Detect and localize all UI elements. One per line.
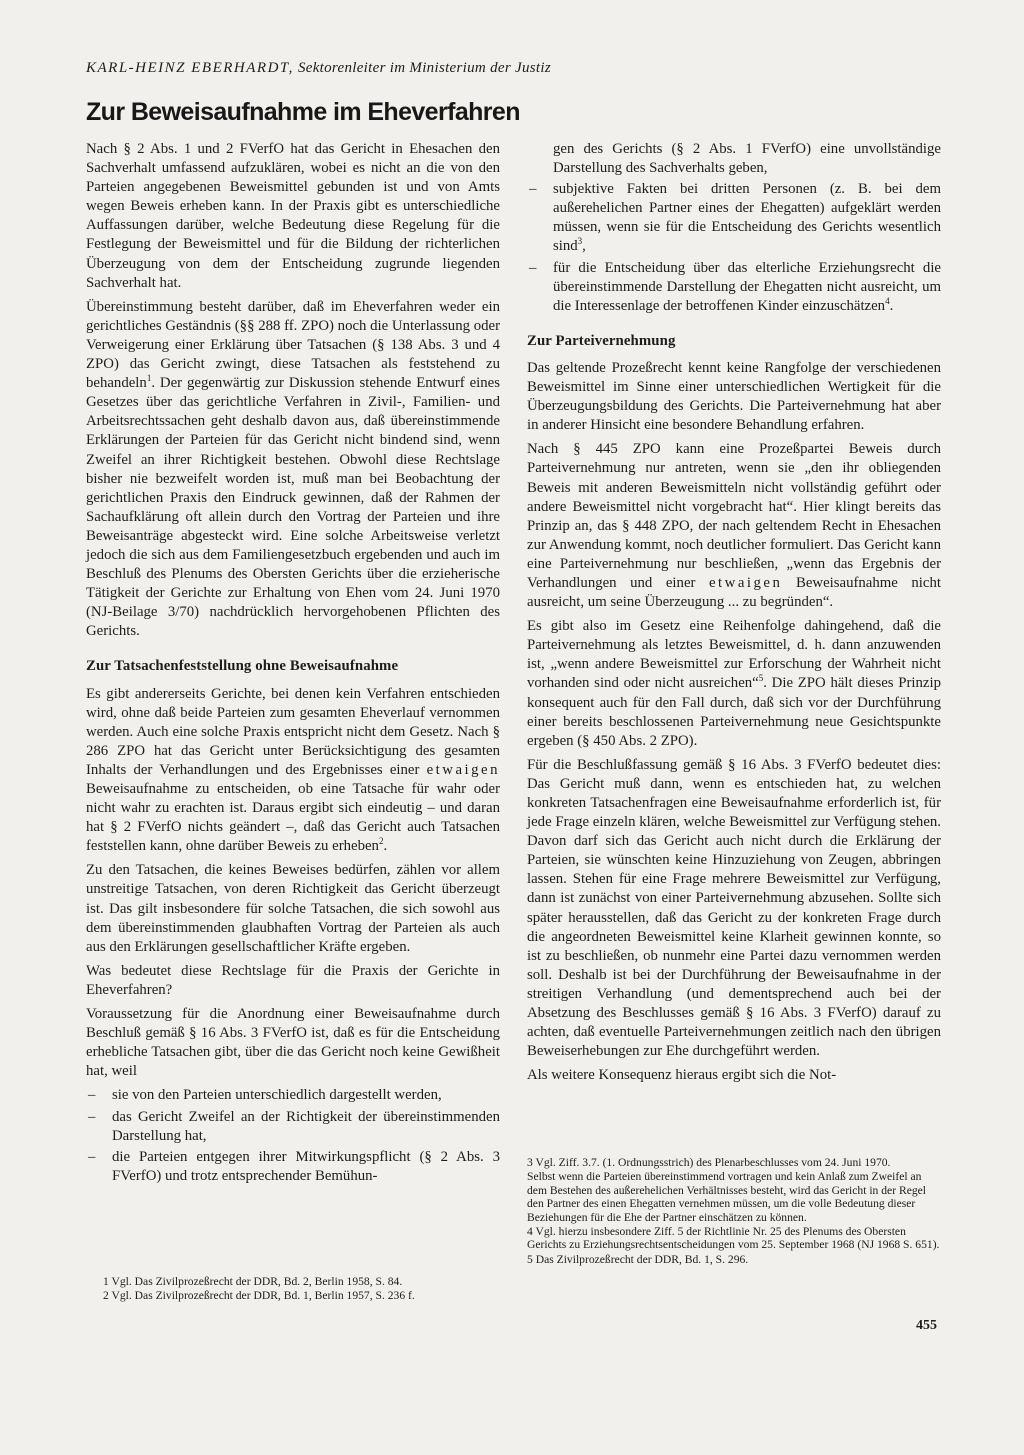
left-column <box>86 140 500 1192</box>
article-headline: Zur Beweisaufnahme im Eheverfahren <box>86 98 520 126</box>
footnote: 3 Vgl. Ziff. 3.7. (1. Ordnungsstrich) des Plenarbeschlusses vom 24. Juni 1970. <box>527 1156 891 1169</box>
paragraph: Was bedeutet diese Rechtslage für die Praxis der Gerichte in Eheverfahren? <box>86 962 500 998</box>
footnote: 5 Das Zivilprozeßrecht der DDR, Bd. 1, S. 296. <box>527 1252 749 1266</box>
list-item: – für die Entscheidung über das elterliche Erziehungsrecht die übereinstimmende Darstellung der Ehegatten nicht ausreicht, um die Interessenlage der betroffenen Kinder einzuschätzen$^4$. <box>529 259 941 314</box>
paragraph: Zu den Tatsachen, die keines Beweises bedürfen, zählen vor allem unstreitige Tatsachen, von deren Richtigkeit das Gericht überzeugt ist. Das gilt insbesondere für solche Tatsachen, die sich sowohl aus dem übereinstimmenden glaubhaften Vortrag der Parteien als auch aus den Erklärungen gesellschaftlicher Kräfte ergeben. <box>86 862 500 955</box>
author-role: Sektorenleiter im Ministerium der Justiz <box>297 60 552 76</box>
paragraph: Nach § 445 ZPO kann eine Prozeßpartei Beweis durch Parteivernehmung nur antreten, wenn sie „den ihr obliegenden Beweis mit anderen Beweismitteln nicht vollständig geführt oder andere Beweismittel nicht vorgebracht hat“. Hier klingt bereits das Prinzip an, das § 448 ZPO, der nach geltendem Recht in Ehesachen zur Anwendung kommt, noch deutlicher formuliert. Das Gericht kann eine Parteivernehmung nur beschließen, „wenn das Ergebnis der Verhandlungen und einer etwaigen Beweisaufnahme nicht ausreicht, um seine Überzeugung ... zu begründen“. <box>527 441 941 611</box>
list-item-continued: gen des Gerichts (§ 2 Abs. 1 FVerfO) eine unvollständige Darstellung des Sachverhalts geben, <box>553 141 941 177</box>
list-item: – sie von den Parteien unterschiedlich dargestellt werden, <box>88 1087 442 1104</box>
byline <box>86 60 946 77</box>
section-heading: Zur Parteivernehmung <box>527 332 676 349</box>
paragraph: Nach § 2 Abs. 1 und 2 FVerfO hat das Gericht in Ehesachen den Sachverhalt umfassend aufzuklären, wobei es nicht an die von den Parteien angegebenen Beweismittel gebunden ist und von Amts wegen Beweis erheben kann. In der Praxis gibt es unterschiedliche Auffassungen darüber, welche Bedeutung diese Regelung für die Festlegung der Beweismittel und für die Bildung der richterlichen Überzeugung von dem der Entscheidung zugrunde liegenden Sachverhalt hat. <box>86 141 500 291</box>
paragraph: Als weitere Konsequenz hieraus ergibt sich die Not- <box>527 1067 837 1084</box>
dash-list <box>527 140 941 316</box>
footnote: 4 Vgl. hierzu insbesondere Ziff. 5 der Richtlinie Nr. 25 des Plenums des Obersten Gerichts zu Erziehungsrechtsentscheidungen vom 25. September 1968 (NJ 1968 S. 651). <box>527 1225 940 1252</box>
section-heading: Zur Tatsachenfeststellung ohne Beweisaufnahme <box>86 658 399 675</box>
footnote-ref: 4 <box>885 295 890 306</box>
paragraph: Übereinstimmung besteht darüber, daß im Eheverfahren weder ein gerichtliches Geständnis (§§ 288 ff. ZPO) noch die Unterlassung oder Verweigerung einer Erklärung über Tatsachen (§ 138 Abs. 3 und 4 ZPO) das Gericht zwingt, diese Tatsachen als feststehend zu behandeln$^1$. Der gegenwärtig zur Diskussion stehende Entwurf eines Gesetzes über das gerichtliche Verfahren in Zivil-, Familien- und Arbeitsrechtssachen geht deshalb davon aus, daß übereinstimmende Erklärungen der Parteien für das Gericht nicht bindend sind, wenn Zweifel an ihrer Richtigkeit bestehen. Obwohl diese Rechtslage bisher nie bezweifelt worden ist, muß man bei Beobachtung der gerichtlichen Praxis den Eindruck gewinnen, daß der Rahmen der Sachaufklärung oft allein durch den Vortrag der Parteien und ihre Beweisanträge abgesteckt wird. Eine solche Arbeitsweise verletzt jedoch die sich aus dem Familiengesetzbuch ergebenden und auch im Beschluß des Plenums des Obersten Gerichts über die erzieherische Tätigkeit der Gerichte zur Erhaltung von Ehen vom 24. Juni 1970 (NJ-Beilage 3/70) nachdrücklich hervorgehobenen Pflichten des Gerichts. <box>86 298 500 640</box>
author-name: KARL-HEINZ EBERHARDT, <box>86 60 294 76</box>
footnote-ref: 1 <box>146 373 152 384</box>
paragraph: Es gibt also im Gesetz eine Reihenfolge dahingehend, daß die Parteivernehmung als letztes Beweismittel, d. h. dann anzuwenden ist, „wenn andere Beweismittel zur Erforschung der Wahrheit nicht vorhanden sind oder nicht ausreichen“$^5$. Die ZPO hält dieses Prinzip konsequent auch für den Fall durch, daß sich vor der Durchführung einer bereits beschlossenen Parteivernehmung neue Gesichtspunkte ergeben (§ 450 Abs. 2 ZPO). <box>527 618 942 749</box>
footnote: Selbst wenn die Parteien übereinstimmend vortragen und kein Anlaß zum Zweifel an dem Bestehen des außerehelichen Verhältnisses besteht, wird das Gericht in der Regel den Partner des einen Ehegatten vernehmen müssen, um die volle Bedeutung dieser Beziehungen für die Ehe der Partner einschätzen zu können. <box>527 1170 926 1224</box>
list-item: – die Parteien entgegen ihrer Mitwirkungspflicht (§ 2 Abs. 3 FVerfO) und trotz entsprechender Bemühun- <box>88 1148 500 1184</box>
paragraph: Das geltende Prozeßrecht kennt keine Rangfolge der verschiedenen Beweismittel im Sinne einer unterschiedlichen Wertigkeit für die Überzeugungsbildung des Gerichts. Die Parteivernehmung hat aber in anderer Hinsicht eine besondere Behandlung erfahren. <box>527 359 941 434</box>
paragraph: Voraussetzung für die Anordnung einer Beweisaufnahme durch Beschluß gemäß § 16 Abs. 3 FVerfO ist, daß es für die Entscheidung erhebliche Tatsachen gibt, über die das Gericht noch keine Gewißheit hat, weil <box>86 1006 500 1080</box>
footnotes-right <box>527 1156 941 1267</box>
dash-list <box>86 1086 500 1185</box>
paragraph: Es gibt andererseits Gerichte, bei denen kein Verfahren entschieden wird, ohne daß beide Parteien zum gesamten Eheverlauf vernommen werden. Auch eine solche Praxis entspricht nicht dem Gesetz. Nach § 286 ZPO hat das Gericht unter Berücksichtigung des gesamten Inhalts der Verhandlungen und des Ergebnisses einer etwaigen Beweisaufnahme zu entscheiden, ob eine Tatsache für wahr oder nicht wahr zu erachten ist. Daraus ergibt sich eindeutig – und daran hat § 2 FVerfO nichts geändert –, daß das Gericht auch Tatsachen feststellen kann, ohne darüber Beweis zu erheben$^2$. <box>86 685 500 855</box>
right-column <box>527 140 941 1090</box>
footnote-ref: 5 <box>758 673 764 684</box>
footnote-ref: 2 <box>378 836 384 847</box>
paragraph: Für die Beschlußfassung gemäß § 16 Abs. 3 FVerfO bedeutet dies: Das Gericht muß dann, wenn es entschieden hat, zu welchen konkreten Tatsachenfragen eine Beweisaufnahme erforderlich ist, für jede Frage einzeln klären, welche Beweismittel zur Verfügung stehen. Davon darf sich das Gericht auch nicht durch die Erklärung der Parteien, sie wünschten keine Hinzuziehung von Zeugen, abbringen lassen. Stehen für eine Frage mehrere Beweismittel zur Verfügung, dann ist zunächst von einer Parteivernehmung abzusehen. Sollte sich später herausstellen, daß das Gericht zu der konkreten Frage durch die angeordneten Beweismittel keine Klarheit gewinnen konnte, so ist zu beschließen, ob nunmehr eine Partei dazu vernommen werden soll. Deshalb ist bei der Durchführung der Beweisaufnahme in der streitigen Verhandlung (und dementsprechend auch bei der Absetzung des Beschlusses gemäß § 16 Abs. 3 FVerfO) darauf zu achten, daß eventuelle Parteivernehmungen zeitlich nach den übrigen Beweiserhebungen zur Ehe durchgeführt werden. <box>527 756 941 1060</box>
footnote-ref: 3 <box>577 236 583 247</box>
page-number: 455 <box>916 1318 937 1333</box>
footnotes-left <box>103 1275 503 1304</box>
list-item: – das Gericht Zweifel an der Richtigkeit der übereinstimmenden Darstellung hat, <box>88 1108 500 1144</box>
footnote: 1 Vgl. Das Zivilprozeßrecht der DDR, Bd. 2, Berlin 1958, S. 84. <box>103 1275 403 1288</box>
footnote: 2 Vgl. Das Zivilprozeßrecht der DDR, Bd. 1, Berlin 1957, S. 236 f. <box>103 1289 415 1303</box>
list-item: – subjektive Fakten bei dritten Personen (z. B. bei dem außerehelichen Partner eines der Ehegatten) aufgeklärt werden müssen, wenn sie für die Entscheidung des Gerichts wesentlich sind$^3$, <box>529 181 941 255</box>
